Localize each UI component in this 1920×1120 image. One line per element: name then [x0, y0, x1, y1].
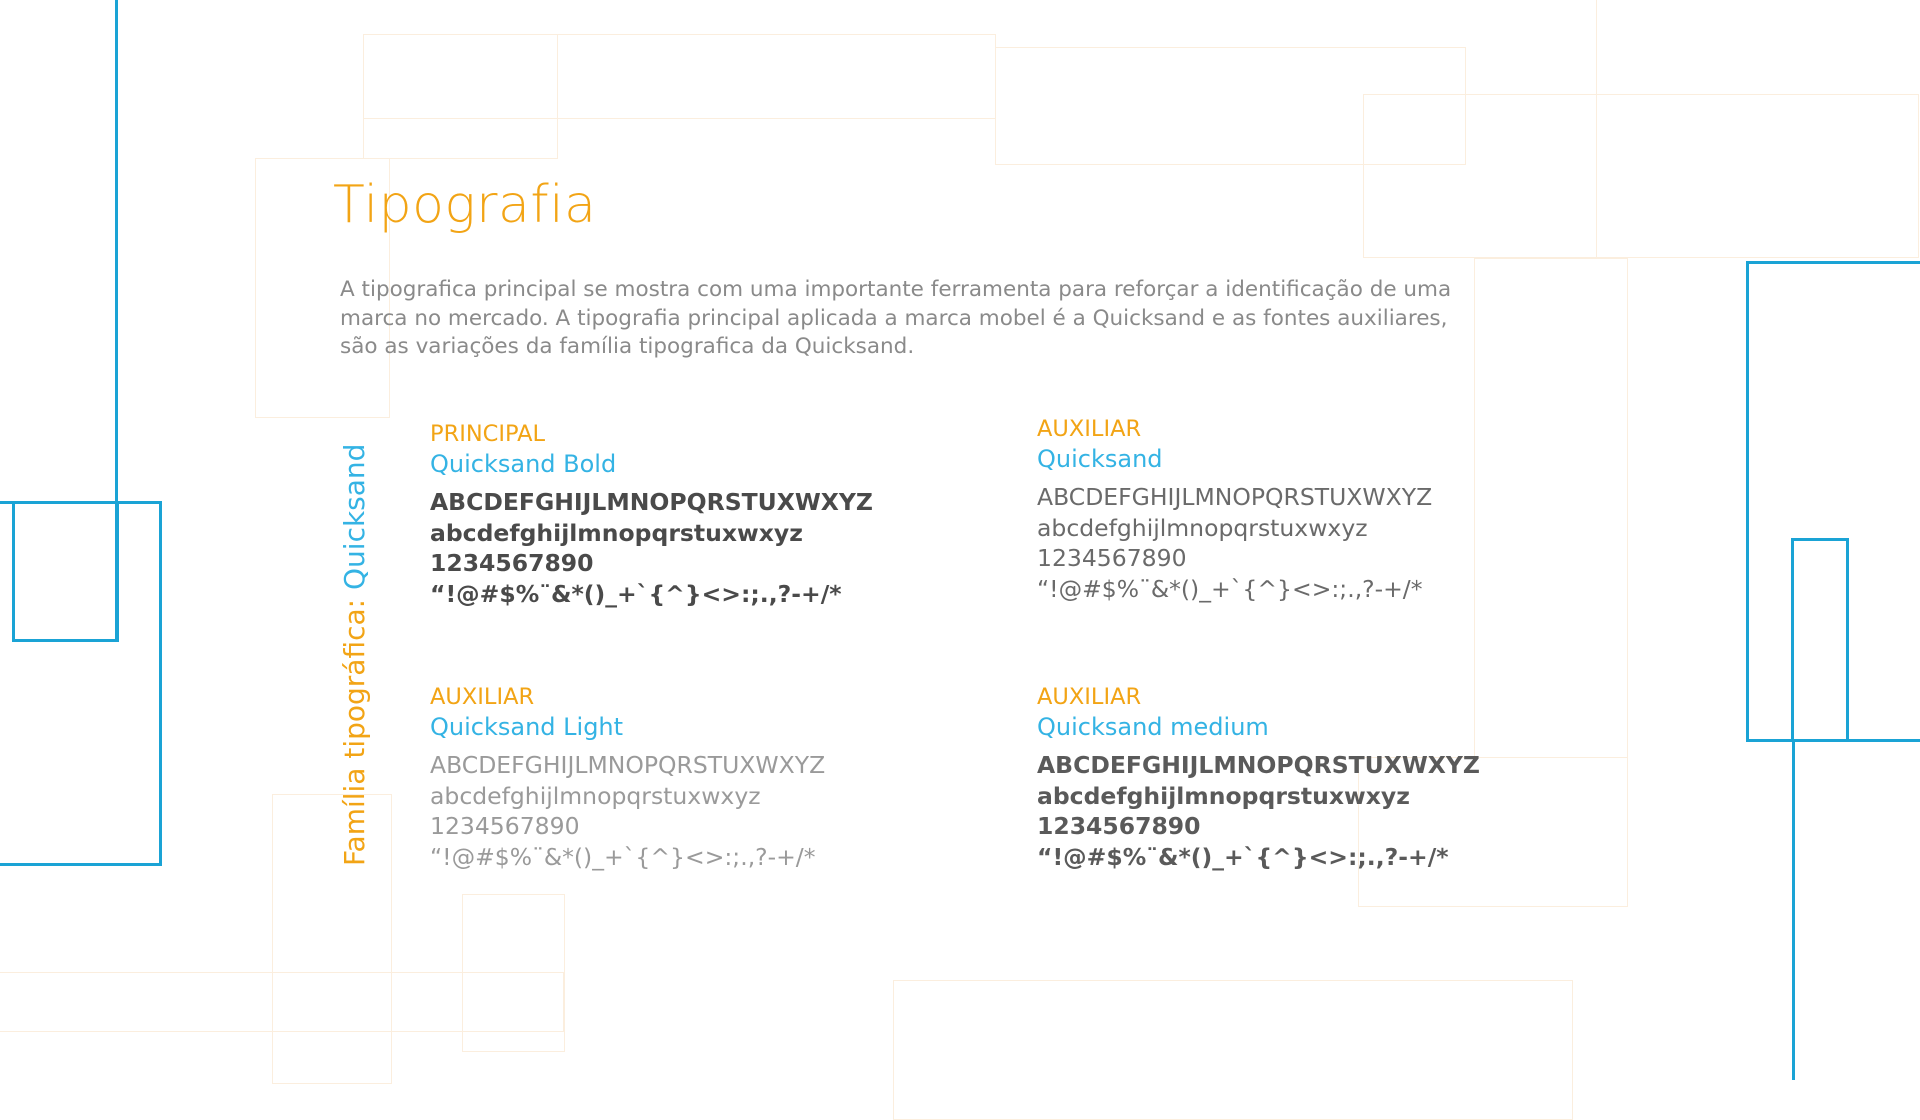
font-sample-digits: 1234567890	[1037, 544, 1187, 572]
font-sample-lower: abcdefghijlmnopqrstuxwxyz	[1037, 513, 1368, 542]
decor-frame-blue-left-2	[0, 501, 162, 866]
font-block-auxiliar-light	[430, 682, 990, 872]
side-label-font: Quicksand	[338, 443, 371, 590]
decor-frame-blue-right-2	[1791, 538, 1849, 742]
font-sample-upper: ABCDEFGHIJLMNOPQRSTUXWXYZ	[1037, 483, 1433, 511]
page-title: Tipografia	[333, 175, 597, 235]
font-sample-digits: 1234567890	[430, 812, 580, 840]
side-label	[338, 444, 371, 866]
font-sample-lower: abcdefghijlmnopqrstuxwxyz	[430, 518, 803, 547]
decor-frame-peach-12	[1596, 0, 1599, 258]
font-sample-digits: 1234567890	[1037, 812, 1201, 840]
side-label-prefix: Família tipográfica:	[338, 590, 371, 866]
font-role: PRINCIPAL	[430, 421, 546, 447]
font-sample-lower: abcdefghijlmnopqrstuxwxyz	[430, 781, 761, 810]
font-sample-symbols: “!@#$%¨&*()_+`{^}<>:;.,?-+/*	[1037, 574, 1423, 603]
font-sample-symbols: “!@#$%¨&*()_+`{^}<>:;.,?-+/*	[430, 579, 842, 608]
font-block-auxiliar-regular	[1037, 414, 1597, 604]
font-sample-digits: 1234567890	[430, 549, 594, 577]
decor-frame-peach-8	[272, 794, 392, 1084]
font-name: Quicksand medium	[1037, 713, 1269, 741]
font-name: Quicksand Bold	[430, 450, 617, 478]
font-block-auxiliar-medium	[1037, 682, 1597, 872]
font-name: Quicksand Light	[430, 713, 624, 741]
font-role: AUXILIAR	[1037, 684, 1142, 710]
font-sample-symbols: “!@#$%¨&*()_+`{^}<>:;.,?-+/*	[1037, 842, 1449, 871]
font-role: AUXILIAR	[1037, 416, 1142, 442]
decor-frame-peach-11	[893, 980, 1573, 1120]
intro-paragraph: A tipografica principal se mostra com uma importante ferramenta para reforçar a identificação de uma marca no mercado. A tipografia principal aplicada a marca mobel é a Quicksand e as fontes auxiliares, são as variações da família tipografica da Quicksand.	[340, 277, 1452, 359]
font-sample-upper: ABCDEFGHIJLMNOPQRSTUXWXYZ	[430, 751, 826, 779]
font-role: AUXILIAR	[430, 684, 535, 710]
decor-frame-peach-5	[1363, 94, 1919, 258]
decor-line-blue-right	[1792, 740, 1795, 1080]
font-sample-upper: ABCDEFGHIJLMNOPQRSTUXWXYZ	[1037, 751, 1480, 779]
font-sample-symbols: “!@#$%¨&*()_+`{^}<>:;.,?-+/*	[430, 842, 816, 871]
font-block-principal-bold	[430, 419, 990, 609]
font-sample-upper: ABCDEFGHIJLMNOPQRSTUXWXYZ	[430, 488, 873, 516]
font-sample-lower: abcdefghijlmnopqrstuxwxyz	[1037, 781, 1410, 810]
decor-frame-peach-3	[363, 34, 996, 119]
font-name: Quicksand	[1037, 445, 1163, 473]
decor-frame-peach-10	[0, 972, 564, 1032]
